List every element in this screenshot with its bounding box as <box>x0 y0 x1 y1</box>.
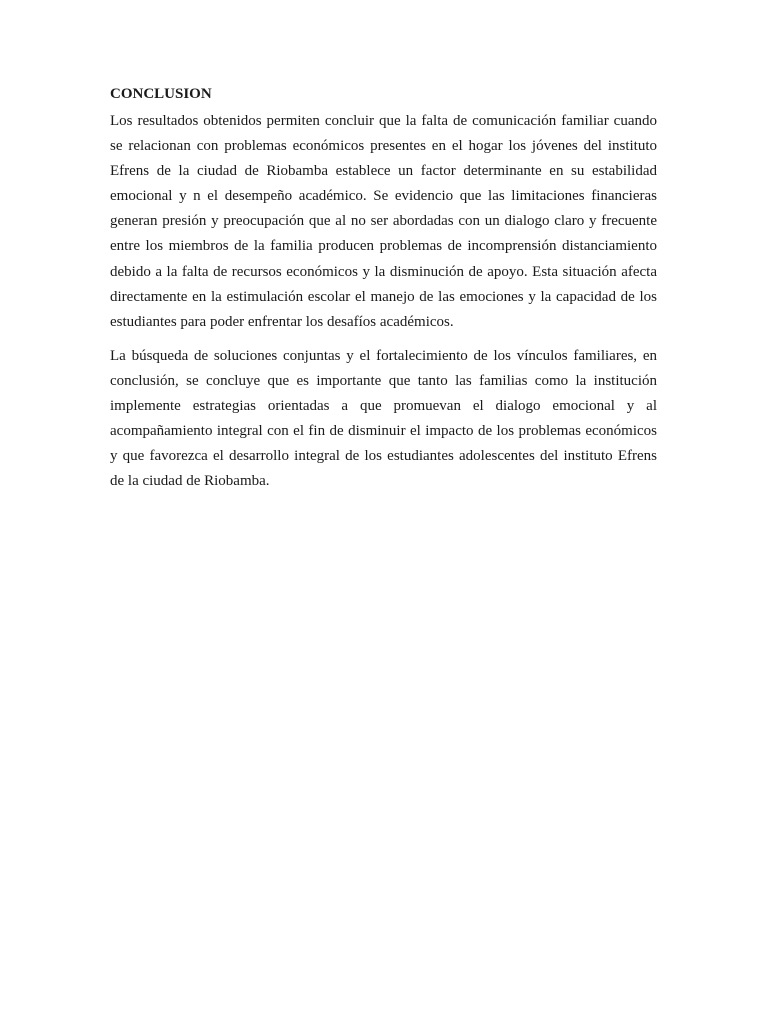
section-heading: CONCLUSION <box>110 86 212 102</box>
paragraph-1: Los resultados obtenidos permiten concluir que la falta de comunicación familiar cuando se relacionan con problemas económicos presentes en el hogar los jóvenes del instituto Efrens de la ciudad de Riobamba establece un factor determinante en su estabilidad emocional y n el desempeño académico. Se evidencio que las limitaciones financieras generan presión y preocupación que al no ser abordadas con un dialogo claro y frecuente entre los miembros de la familia producen problemas de incomprensión distanciamiento debido a la falta de recursos económicos y la disminución de apoyo. Esta situación afecta directamente en la estimulación escolar el manejo de las emociones y la capacidad de los estudiantes para poder enfrentar los desafíos académicos. <box>110 113 657 330</box>
document-body <box>110 84 657 494</box>
paragraph-2: La búsqueda de soluciones conjuntas y el fortalecimiento de los vínculos familiares, en conclusión, se concluye que es importante que tanto las familias como la institución implemente estrategias orientadas a que promuevan el dialogo emocional y al acompañamiento integral con el fin de disminuir el impacto de los problemas económicos y que favorezca el desarrollo integral de los estudiantes adolescentes del instituto Efrens de la ciudad de Riobamba. <box>110 347 657 490</box>
